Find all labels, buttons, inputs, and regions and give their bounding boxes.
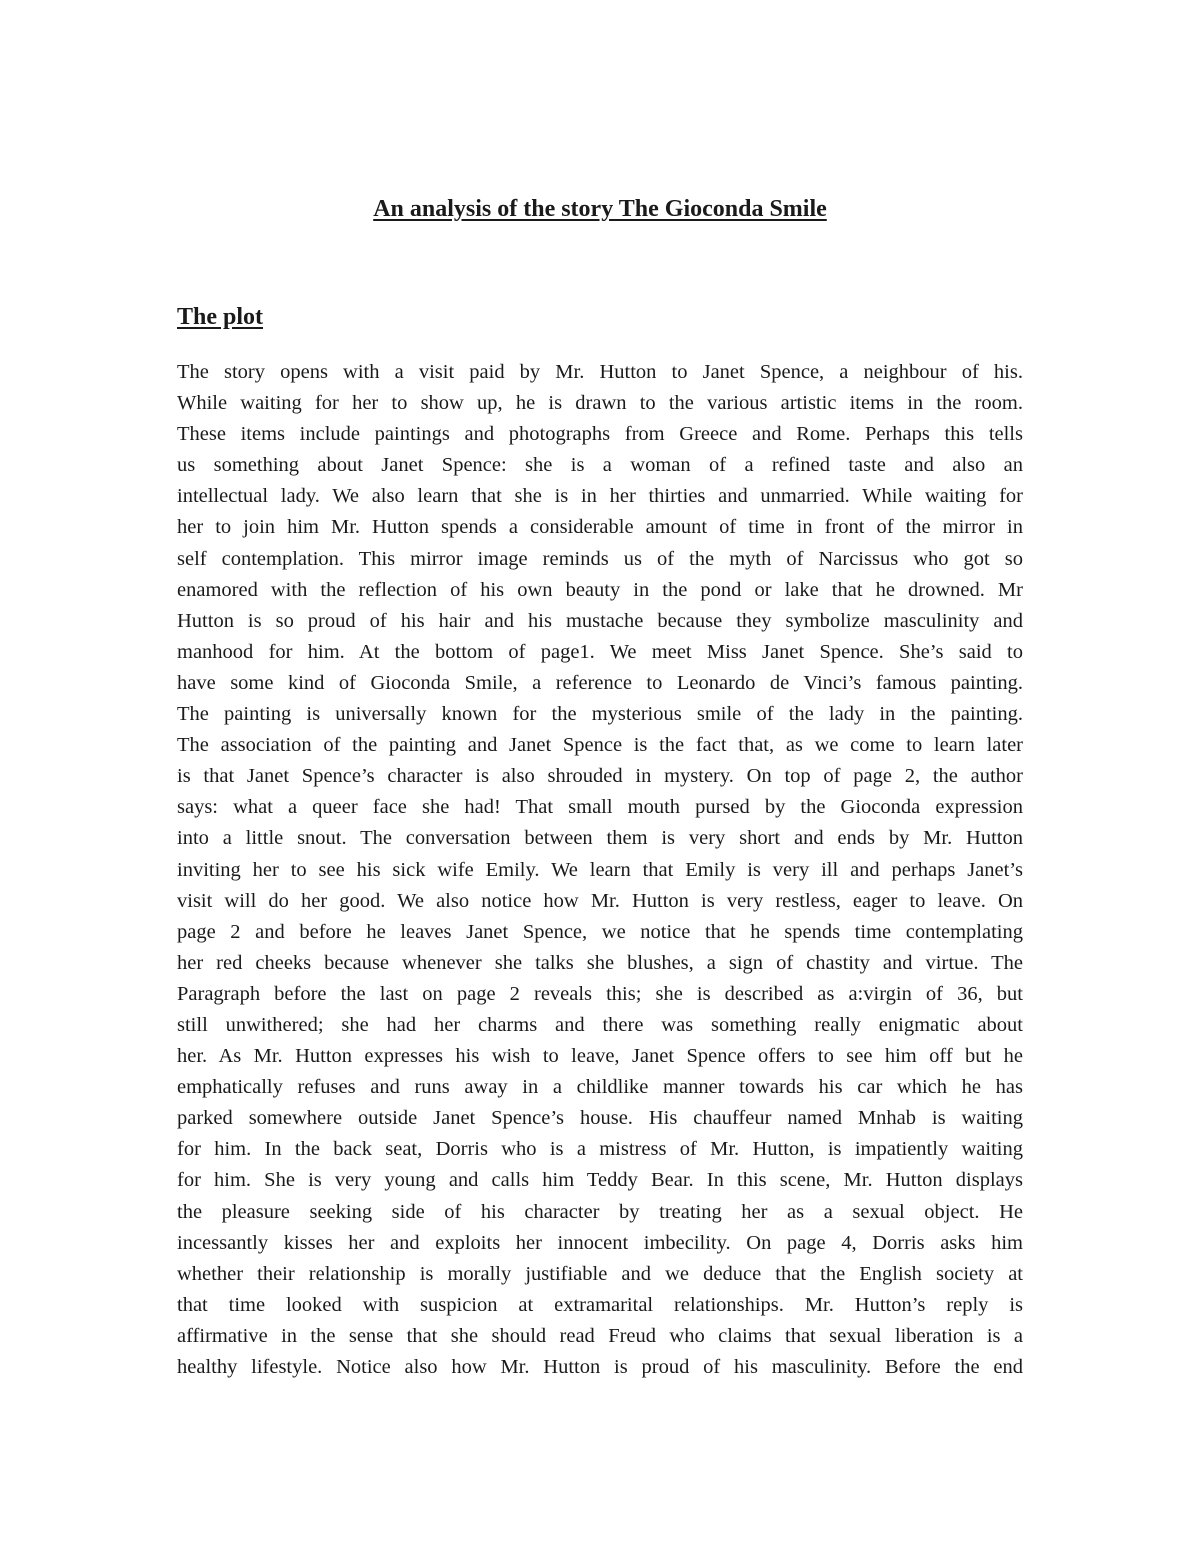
paragraph-line: says: what a queer face she had! That small mouth pursed by the Gioconda expression	[177, 796, 1023, 819]
paragraph-line: healthy lifestyle. Notice also how Mr. Hutton is proud of his masculinity. Before the end	[177, 1356, 1023, 1378]
paragraph-line: have some kind of Gioconda Smile, a reference to Leonardo de Vinci’s famous painting.	[177, 671, 1023, 694]
section-heading: The plot	[177, 304, 264, 330]
paragraph-line: still unwithered; she had her charms and there was something really enigmatic about	[177, 1013, 1023, 1036]
paragraph-line: parked somewhere outside Janet Spence’s house. His chauffeur named Mnhab is waiting	[177, 1107, 1023, 1130]
paragraph-line: for him. In the back seat, Dorris who is a mistress of Mr. Hutton, is impatiently waiting	[177, 1138, 1023, 1161]
paragraph-line: into a little snout. The conversation between them is very short and ends by Mr. Hutton	[177, 827, 1023, 850]
paragraph-line: visit will do her good. We also notice how Mr. Hutton is very restless, eager to leave. On	[177, 889, 1023, 912]
paragraph-line: While waiting for her to show up, he is drawn to the various artistic items in the room.	[177, 392, 1023, 415]
paragraph-line: emphatically refuses and runs away in a childlike manner towards his car which he has	[177, 1076, 1023, 1099]
paragraph-line: affirmative in the sense that she should read Freud who claims that sexual liberation is a	[177, 1324, 1023, 1347]
paragraph-line: Hutton is so proud of his hair and his mustache because they symbolize masculinity and	[177, 609, 1023, 632]
paragraph-line: intellectual lady. We also learn that she is in her thirties and unmarried. While waiting for	[177, 485, 1023, 508]
paragraph-line: that time looked with suspicion at extramarital relationships. Mr. Hutton’s reply is	[177, 1293, 1023, 1316]
paragraph-line: manhood for him. At the bottom of page1. We meet Miss Janet Spence. She’s said to	[177, 640, 1023, 663]
paragraph-line: the pleasure seeking side of his character by treating her as a sexual object. He	[177, 1200, 1023, 1223]
paragraph-line: The story opens with a visit paid by Mr. Hutton to Janet Spence, a neighbour of his.	[177, 361, 1023, 383]
paragraph-line: These items include paintings and photographs from Greece and Rome. Perhaps this tells	[177, 423, 1023, 446]
paragraph-line: self contemplation. This mirror image reminds us of the myth of Narcissus who got so	[177, 547, 1023, 570]
paragraph-line: enamored with the reflection of his own beauty in the pond or lake that he drowned. Mr	[177, 578, 1023, 601]
paragraph-line: her to join him Mr. Hutton spends a considerable amount of time in front of the mirror in	[177, 516, 1023, 539]
paragraph-line: page 2 and before he leaves Janet Spence, we notice that he spends time contemplating	[177, 920, 1023, 943]
document-title: An analysis of the story The Gioconda Smile	[373, 196, 827, 222]
paragraph-line: whether their relationship is morally justifiable and we deduce that the English society at	[177, 1262, 1023, 1285]
paragraph-line: us something about Janet Spence: she is a woman of a refined taste and also an	[177, 454, 1023, 477]
paragraph-line: her. As Mr. Hutton expresses his wish to leave, Janet Spence offers to see him off but he	[177, 1045, 1023, 1068]
paragraph-line: for him. She is very young and calls him Teddy Bear. In this scene, Mr. Hutton displays	[177, 1169, 1023, 1192]
paragraph-line: inviting her to see his sick wife Emily. We learn that Emily is very ill and perhaps Janet’s	[177, 858, 1023, 881]
paragraph-line: The association of the painting and Janet Spence is the fact that, as we come to learn later	[177, 734, 1023, 757]
paragraph-line: is that Janet Spence’s character is also shrouded in mystery. On top of page 2, the author	[177, 765, 1023, 788]
body-paragraph	[177, 357, 1023, 1383]
paragraph-line: her red cheeks because whenever she talks she blushes, a sign of chastity and virtue. The	[177, 951, 1023, 974]
paragraph-line: Paragraph before the last on page 2 reveals this; she is described as a:virgin of 36, but	[177, 982, 1023, 1005]
paragraph-line: The painting is universally known for the mysterious smile of the lady in the painting.	[177, 703, 1023, 726]
paragraph-line: incessantly kisses her and exploits her innocent imbecility. On page 4, Dorris asks him	[177, 1231, 1023, 1254]
